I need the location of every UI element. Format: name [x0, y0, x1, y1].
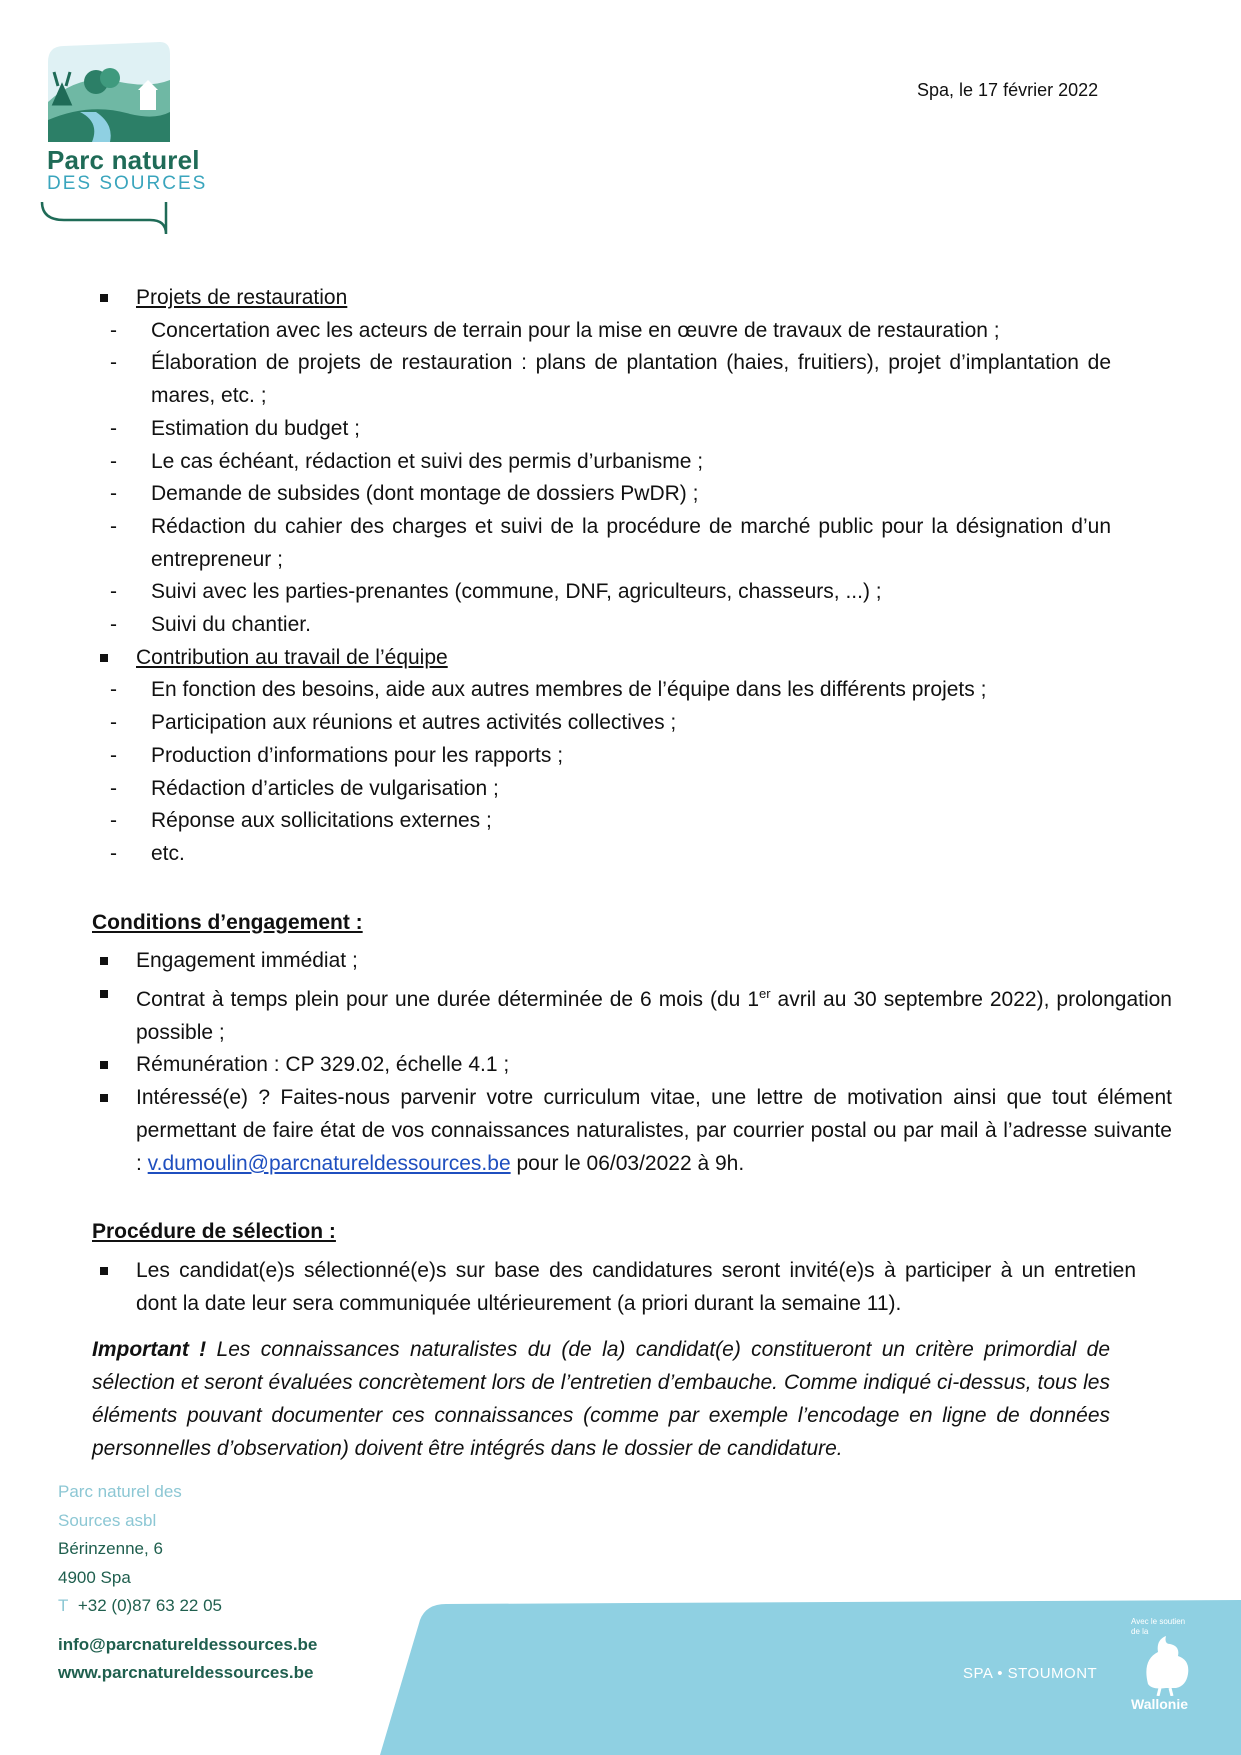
list-item: - Suivi avec les parties-prenantes (commune, DNF, agriculteurs, chasseurs, ...) ; [92, 576, 1111, 609]
footer-band [380, 1600, 1241, 1755]
list-item: Les candidat(e)s sélectionné(e)s sur base des candidatures seront invité(e)s à participer à un entretien dont la date leur sera communiquée ultérieurement (a priori durant la semaine 11). [92, 1255, 1136, 1320]
footer-email[interactable]: info@parcnatureldessources.be [58, 1634, 318, 1654]
list-item: - etc. [92, 838, 1111, 871]
wallonie-logo: Wallonie [1131, 1696, 1189, 1712]
list-item: Rémunération : CP 329.02, échelle 4.1 ; [92, 1049, 1172, 1082]
important-note: Important ! Les connaissances naturalistes du (de la) candidat(e) constitueront un critère primordial de sélection et seront évaluées concrètement lors de l’entretien d’embauche. Comme indiqué ci-dessus, tous les éléments pouvant documenter ces connaissances (comme par exemple l’encodage en ligne de données personnelles d’observation) doivent être intégrés dans le dossier de candidature. [92, 1338, 1110, 1460]
list-item: Contrat à temps plein pour une durée déterminée de 6 mois (du 1er avril au 30 septembre 2022), prolongation possible ; [92, 978, 1172, 1049]
email-link[interactable]: v.dumoulin@parcnatureldessources.be [147, 1151, 511, 1175]
list-item: - Le cas échéant, rédaction et suivi des permis d’urbanisme ; [92, 446, 1111, 479]
list-item: - Estimation du budget ; [92, 413, 1111, 446]
list-item: - Rédaction du cahier des charges et suivi de la procédure de marché public pour la désignation d’un entrepreneur ; [92, 511, 1111, 576]
logo-title: Parc naturel [47, 145, 200, 175]
footer-communes: SPA • STOUMONT [963, 1665, 1098, 1682]
list-item: - Concertation avec les acteurs de terrain pour la mise en œuvre de travaux de restauration ; [92, 315, 1111, 348]
rooster-icon [1136, 1630, 1196, 1696]
list-item: - Demande de subsides (dont montage de dossiers PwDR) ; [92, 478, 1111, 511]
conditions-title: Conditions d’engagement : [92, 910, 363, 934]
list-item: - Élaboration de projets de restauration : plans de plantation (haies, fruitiers), projet d’implantation de mares, etc. ; [92, 347, 1111, 412]
list-item: - Production d’informations pour les rapports ; [92, 740, 1111, 773]
logo-subtitle: DES SOURCES [47, 173, 208, 194]
procedure-title: Procédure de sélection : [92, 1220, 336, 1244]
list-item: - Participation aux réunions et autres activités collectives ; [92, 707, 1111, 740]
footer-address: Parc naturel des Sources asbl Bérinzenne, 6 4900 Spa T +32 (0)87 63 22 05 info@parcnatureldessources.be www.parcnatureldessources.be [58, 1478, 317, 1688]
list-item: - Rédaction d’articles de vulgarisation ; [92, 773, 1111, 806]
footer-website[interactable]: www.parcnatureldessources.be [58, 1663, 314, 1682]
list-item: Intéressé(e) ? Faites-nous parvenir votre curriculum vitae, une lettre de motivation ainsi que tout élément permettant de faire état de vos connaissances naturalistes, par courrier postal ou par mail à l’adresse suivante : v.dumoulin@parcnatureldessources.be pour le 06/03/2022 à 9h. [92, 1082, 1172, 1180]
section-heading-contribution: Contribution au travail de l’équipe [92, 642, 1172, 675]
list-item: - Suivi du chantier. [92, 609, 1111, 642]
footer-phone: T +32 (0)87 63 22 05 [58, 1596, 222, 1615]
support-text: Avec le soutien de la [1131, 1617, 1186, 1636]
list-item: Engagement immédiat ; [92, 945, 1172, 978]
list-item: - En fonction des besoins, aide aux autres membres de l’équipe dans les différents projets ; [92, 674, 1111, 707]
document-body [92, 282, 1172, 1465]
section-heading-restauration: Projets de restauration [92, 282, 1172, 315]
letter-date: Spa, le 17 février 2022 [917, 80, 1099, 100]
list-item: - Réponse aux sollicitations externes ; [92, 805, 1111, 838]
